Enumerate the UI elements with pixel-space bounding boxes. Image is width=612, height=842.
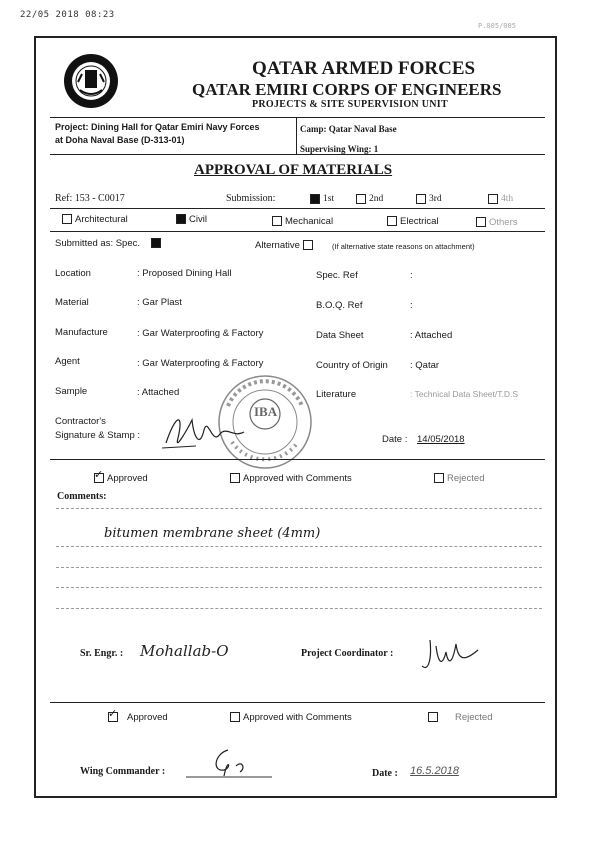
material-value: : Gar Plast [137, 297, 182, 308]
divider [50, 208, 545, 209]
fax-header: 22/05 2018 08:23 [20, 10, 115, 20]
checkbox-icon [416, 194, 426, 204]
wing-approved-option[interactable]: ✓ Approved [108, 708, 168, 723]
wing-date-value: 16.5.2018 [410, 765, 459, 777]
project-coordinator-label: Project Coordinator : [301, 648, 394, 659]
comment-line [56, 546, 542, 547]
data-sheet-label: Data Sheet [316, 330, 364, 341]
divider [296, 117, 297, 154]
review-approved-option[interactable]: ✓ Approved [94, 469, 148, 484]
divider [50, 231, 545, 232]
discipline-option[interactable]: Others [476, 217, 518, 228]
comment-line [56, 608, 542, 609]
sample-label: Sample [55, 386, 88, 397]
form-title: APPROVAL OF MATERIALS [194, 162, 393, 178]
header-line-3: PROJECTS & SITE SUPERVISION UNIT [252, 99, 448, 110]
comment-text: bitumen membrane sheet (4mm) [104, 526, 321, 541]
discipline-option[interactable]: Architectural [62, 214, 128, 225]
checkbox-icon [387, 216, 397, 226]
review-approved-with-comments-option[interactable]: Approved with Comments [230, 473, 352, 484]
discipline-option[interactable]: Electrical [387, 216, 439, 227]
wing-approved-with-comments-option[interactable]: Approved with Comments [230, 712, 352, 723]
alternative-option[interactable]: Alternative [255, 240, 316, 251]
sample-value: : Attached [137, 387, 180, 398]
discipline-option[interactable]: Mechanical [272, 216, 333, 227]
contractor-signature [156, 408, 266, 463]
wing-rejected-option[interactable]: Rejected [428, 712, 493, 723]
boq-ref-value: : [410, 300, 413, 311]
wing-commander-signature [184, 746, 274, 787]
location-label: Location [55, 268, 91, 279]
divider [50, 702, 545, 703]
contractor-label: Contractor's [55, 416, 106, 427]
location-value: : Proposed Dining Hall [137, 268, 232, 279]
divider [50, 154, 545, 155]
project-name-line-1: Project: Dining Hall for Qatar Emiri Navy Forces [55, 122, 260, 132]
submission-option[interactable]: 2nd [356, 194, 383, 204]
wing-date-label: Date : [372, 768, 398, 779]
checkbox-icon [230, 712, 240, 722]
review-rejected-option[interactable]: Rejected [434, 473, 485, 484]
checkbox-icon [230, 473, 240, 483]
comments-label: Comments: [57, 491, 107, 502]
comment-line [56, 567, 542, 568]
comment-line [56, 587, 542, 588]
checkbox-icon [476, 217, 486, 227]
checkbox-checked-icon: ✓ [94, 469, 104, 482]
supervising-wing: Supervising Wing: 1 [300, 144, 379, 154]
project-name-line-2: at Doha Naval Base (D-313-01) [55, 135, 185, 145]
material-label: Material [55, 297, 89, 308]
stamp-text: IBA [254, 404, 278, 419]
sr-engr-signature: Mohallab-O [140, 642, 229, 660]
contractor-date-value: 14/05/2018 [417, 434, 465, 445]
divider [50, 459, 545, 460]
coordinator-signature [418, 632, 488, 681]
checkbox-icon [434, 473, 444, 483]
boq-ref-label: B.O.Q. Ref [316, 300, 363, 311]
submission-option[interactable]: 1st [310, 194, 334, 204]
wing-commander-label: Wing Commander : [80, 766, 166, 777]
checkbox-icon [428, 712, 438, 722]
checkbox-checked-icon [176, 214, 186, 224]
manufacture-label: Manufacture [55, 327, 108, 338]
submitted-as-label: Submitted as: Spec. [55, 238, 164, 249]
literature-value: : Technical Data Sheet/T.D.S [410, 389, 519, 399]
divider [50, 117, 545, 118]
checkbox-icon [272, 216, 282, 226]
signature-stamp-label: Signature & Stamp : [55, 430, 141, 441]
alternative-note: (If alternative state reasons on attachment) [332, 242, 475, 251]
discipline-option[interactable]: Civil [176, 214, 207, 225]
reference-number: Ref: 153 - C0017 [55, 193, 125, 204]
comment-line [56, 508, 542, 509]
spec-ref-label: Spec. Ref [316, 270, 358, 281]
fax-page-number: P.005/005 [478, 22, 516, 30]
checkbox-icon [488, 194, 498, 204]
camp-name: Camp: Qatar Naval Base [300, 124, 397, 134]
origin-value: : Qatar [410, 360, 440, 371]
data-sheet-value: : Attached [410, 330, 453, 341]
contractor-date-label: Date : [382, 434, 408, 445]
header-line-2: QATAR EMIRI CORPS OF ENGINEERS [192, 80, 502, 99]
checkbox-icon [356, 194, 366, 204]
submission-option[interactable]: 3rd [416, 194, 442, 204]
checkbox-checked-icon [310, 194, 320, 204]
sr-engr-label: Sr. Engr. : [80, 648, 124, 659]
checkbox-icon [303, 240, 313, 250]
manufacture-value: : Gar Waterproofing & Factory [137, 328, 264, 339]
emblem-logo [62, 52, 120, 115]
spec-ref-value: : [410, 270, 413, 281]
submission-label: Submission: [226, 193, 276, 204]
agent-value: : Gar Waterproofing & Factory [137, 358, 264, 369]
header-line-1: QATAR ARMED FORCES [252, 58, 476, 79]
checkbox-icon [62, 214, 72, 224]
literature-label: Literature [316, 389, 357, 400]
submission-option[interactable]: 4th [488, 194, 513, 204]
checkbox-checked-icon[interactable] [151, 238, 161, 248]
checkbox-checked-icon: ✓ [108, 708, 118, 721]
origin-label: Country of Origin [316, 360, 388, 371]
agent-label: Agent [55, 356, 80, 367]
